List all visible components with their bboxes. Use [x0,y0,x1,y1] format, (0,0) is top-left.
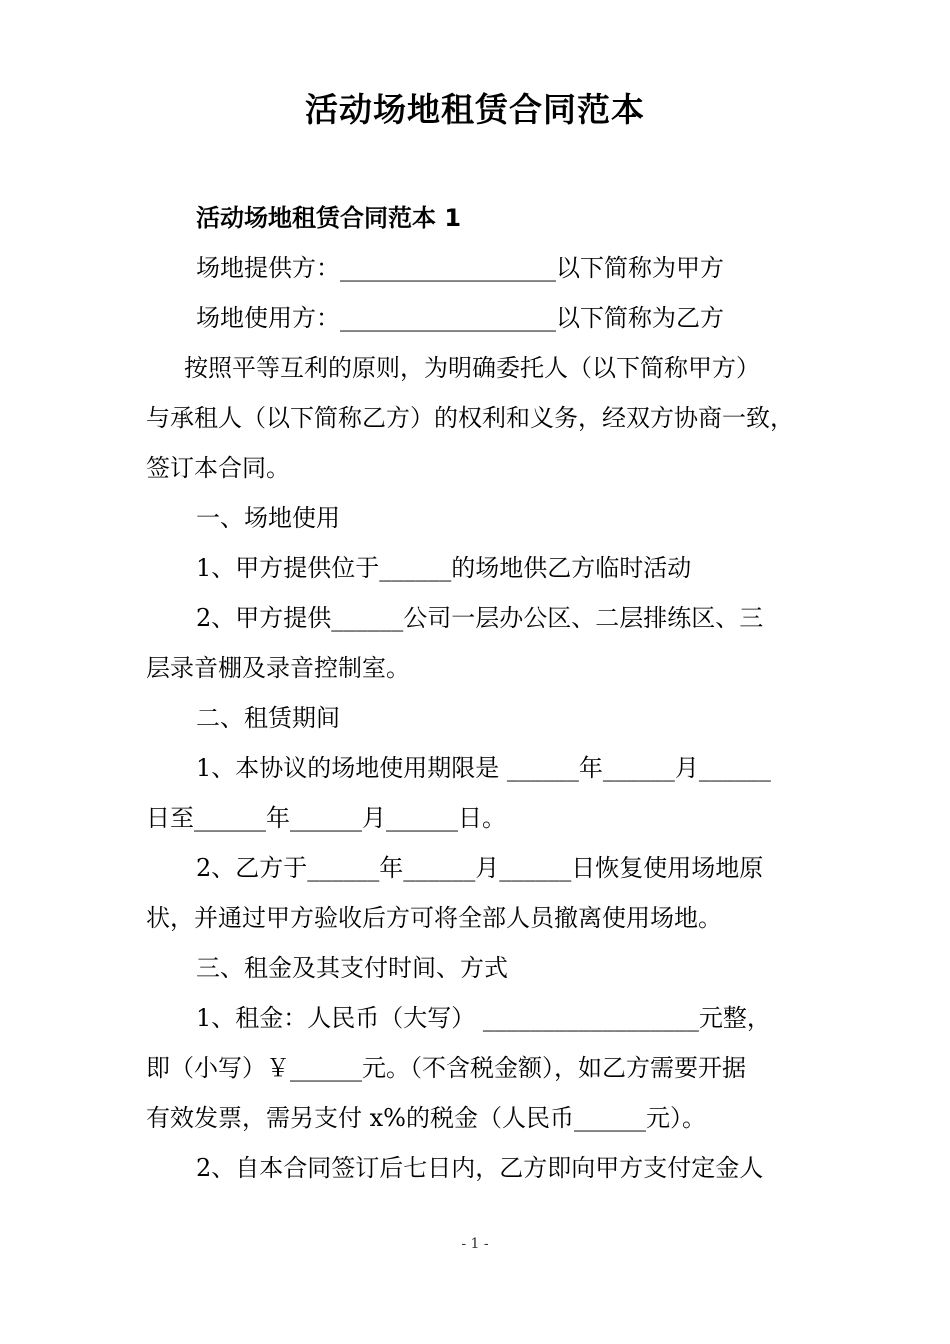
clause-2-1-line-2: 日至______年______月______日。 [146,804,506,832]
clause-1-2-line-1: 2、甲方提供______公司一层办公区、二层排练区、三 [196,604,764,632]
document-title: 活动场地租赁合同范本 [305,90,645,129]
section-1-heading: 一、场地使用 [196,504,340,532]
section-3-heading: 三、租金及其支付时间、方式 [196,954,508,982]
preamble-line-1: 按照平等互利的原则，为明确委托人（以下简称甲方） [184,354,760,382]
section-2-heading: 二、租赁期间 [196,704,340,732]
contract-heading: 活动场地租赁合同范本 1 [196,204,462,232]
clause-2-2-line-1: 2、乙方于______年______月______日恢复使用场地原 [196,854,764,882]
clause-3-1-line-3: 有效发票，需另支付 x%的税金（人民币______元）。 [146,1104,706,1132]
clause-1-2-line-2: 层录音棚及录音控制室。 [146,654,410,682]
provider-line: 场地提供方：__________________以下简称为甲方 [196,254,724,282]
clause-2-2-line-2: 状，并通过甲方验收后方可将全部人员撤离使用场地。 [146,904,722,932]
preamble-line-3: 签订本合同。 [146,454,290,482]
clause-3-1-line-2: 即（小写）￥______元。（不含税金额），如乙方需要开据 [146,1054,746,1082]
clause-2-1-line-1: 1、本协议的场地使用期限是 ______年______月______ [196,754,771,782]
document-body [146,193,810,1193]
clause-1-1: 1、甲方提供位于______的场地供乙方临时活动 [196,554,692,582]
clause-3-2-line-1: 2、自本合同签订后七日内，乙方即向甲方支付定金人 [196,1154,764,1182]
clause-3-1-line-1: 1、租金：人民币（大写） __________________元整， [196,1004,771,1032]
user-line: 场地使用方：__________________以下简称为乙方 [196,304,724,332]
preamble-line-2: 与承租人（以下简称乙方）的权利和义务，经双方协商一致， [146,404,794,432]
page-number: - 1 - [461,1236,489,1252]
